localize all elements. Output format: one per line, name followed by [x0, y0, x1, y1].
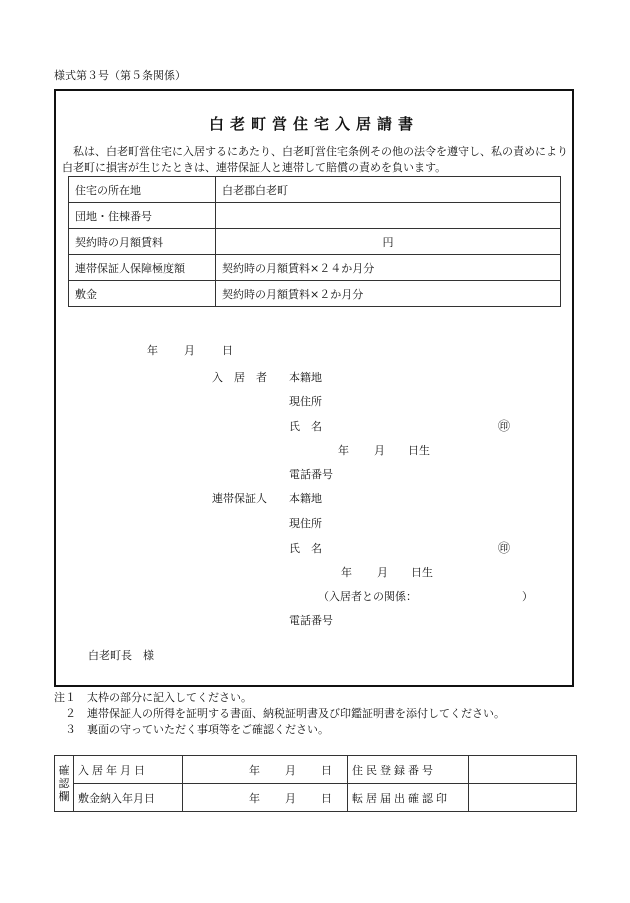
date-year[interactable]: 年 [147, 344, 158, 357]
confirmation-table [54, 755, 577, 812]
confirm-relocation-seal-label: 転居届出確認印 [348, 784, 469, 812]
info-label-building: 団地・住棟番号 [69, 203, 216, 229]
guarantor-seal-mark: ㊞ [498, 541, 511, 555]
table-row [69, 177, 561, 203]
info-label-location: 住宅の所在地 [69, 177, 216, 203]
confirm-deposit-date-label: 敷金納入年月日 [74, 784, 183, 812]
note-item [54, 690, 505, 706]
note-item [54, 722, 505, 738]
date-month[interactable]: 月 [184, 344, 195, 357]
guarantor-relation-close: ） [522, 590, 533, 603]
resident-address-label[interactable]: 現住所 [289, 395, 322, 408]
confirm-move-in-date-field[interactable] [183, 756, 348, 784]
table-row [69, 203, 561, 229]
note-item [54, 706, 505, 722]
form-number: 様式第３号（第５条関係） [54, 69, 186, 82]
note-number: ３ [54, 723, 76, 736]
info-label-deposit: 敷金 [69, 281, 216, 307]
info-label-rent: 契約時の月額賃料 [69, 229, 216, 255]
resident-birth-month[interactable]: 月 [374, 444, 385, 457]
note-text: 連帯保証人の所得を証明する書面、納税証明書及び印鑑証明書を添付してください。 [87, 707, 505, 720]
pledge-text: 私は、白老町営住宅に入居するにあたり、白老町営住宅条例その他の法令を遵守し、私の責めにより白老町に損害が生じたときは、連帯保証人と連帯して賠償の責めを負います。 [62, 145, 568, 174]
confirm-day: 日 [321, 791, 332, 805]
resident-seal-mark: ㊞ [498, 419, 511, 433]
table-row [69, 229, 561, 255]
main-form-box [54, 89, 574, 687]
confirm-relocation-seal-field[interactable] [469, 784, 577, 812]
note-number: ２ [54, 707, 76, 720]
resident-domicile-label[interactable]: 本籍地 [289, 371, 322, 384]
guarantor-role-label: 連帯保証人 [212, 492, 267, 505]
confirm-resident-reg-label: 住民登録番号 [348, 756, 469, 784]
guarantor-address-label[interactable]: 現住所 [289, 517, 322, 530]
guarantor-phone-label[interactable]: 電話番号 [289, 614, 333, 627]
notes-section [54, 690, 505, 738]
confirm-side-label [55, 756, 74, 812]
info-label-guarantee-limit: 連帯保証人保障極度額 [69, 255, 216, 281]
addressee: 白老町長 様 [88, 649, 154, 662]
guarantor-birth-year[interactable]: 年 [341, 566, 352, 579]
resident-phone-label[interactable]: 電話番号 [289, 468, 333, 481]
confirm-side-char: 認 [58, 777, 70, 790]
guarantor-name-label[interactable]: 氏 名 [289, 542, 322, 555]
form-title: 白老町営住宅入居請書 [208, 115, 419, 133]
confirm-day: 日 [321, 763, 332, 777]
resident-name-label[interactable]: 氏 名 [289, 420, 322, 433]
resident-birth-year[interactable]: 年 [338, 444, 349, 457]
info-value-guarantee-limit: 契約時の月額賃料×２４か月分 [216, 255, 561, 281]
confirm-year: 年 [249, 791, 260, 805]
confirm-move-in-date-label: 入居年月日 [74, 756, 183, 784]
guarantor-birth-day[interactable]: 日生 [411, 566, 433, 579]
confirm-month: 月 [285, 763, 296, 777]
guarantor-domicile-label[interactable]: 本籍地 [289, 492, 322, 505]
note-number: 注１ [54, 691, 76, 704]
info-value-rent[interactable]: 円 [216, 229, 561, 255]
confirm-resident-reg-field[interactable] [469, 756, 577, 784]
note-text: 裏面の守っていただく事項等をご確認ください。 [87, 723, 329, 736]
info-value-location[interactable]: 白老郡白老町 [216, 177, 561, 203]
info-value-deposit: 契約時の月額賃料×２か月分 [216, 281, 561, 307]
confirm-month: 月 [285, 791, 296, 805]
resident-role-label: 入 居 者 [212, 371, 267, 384]
guarantor-birth-month[interactable]: 月 [377, 566, 388, 579]
date-day[interactable]: 日 [222, 344, 233, 357]
table-row [69, 255, 561, 281]
info-value-building[interactable] [216, 203, 561, 229]
confirm-side-char: 確 [58, 764, 70, 777]
confirm-year: 年 [249, 763, 260, 777]
note-text: 太枠の部分に記入してください。 [87, 691, 252, 704]
table-row [69, 281, 561, 307]
table-row [55, 784, 577, 812]
table-row [55, 756, 577, 784]
confirm-deposit-date-field[interactable] [183, 784, 348, 812]
info-table [68, 176, 561, 307]
confirm-side-char: 欄 [58, 790, 70, 803]
guarantor-relation-label[interactable]: （入居者との関係： [318, 590, 417, 603]
resident-birth-day[interactable]: 日生 [408, 444, 430, 457]
